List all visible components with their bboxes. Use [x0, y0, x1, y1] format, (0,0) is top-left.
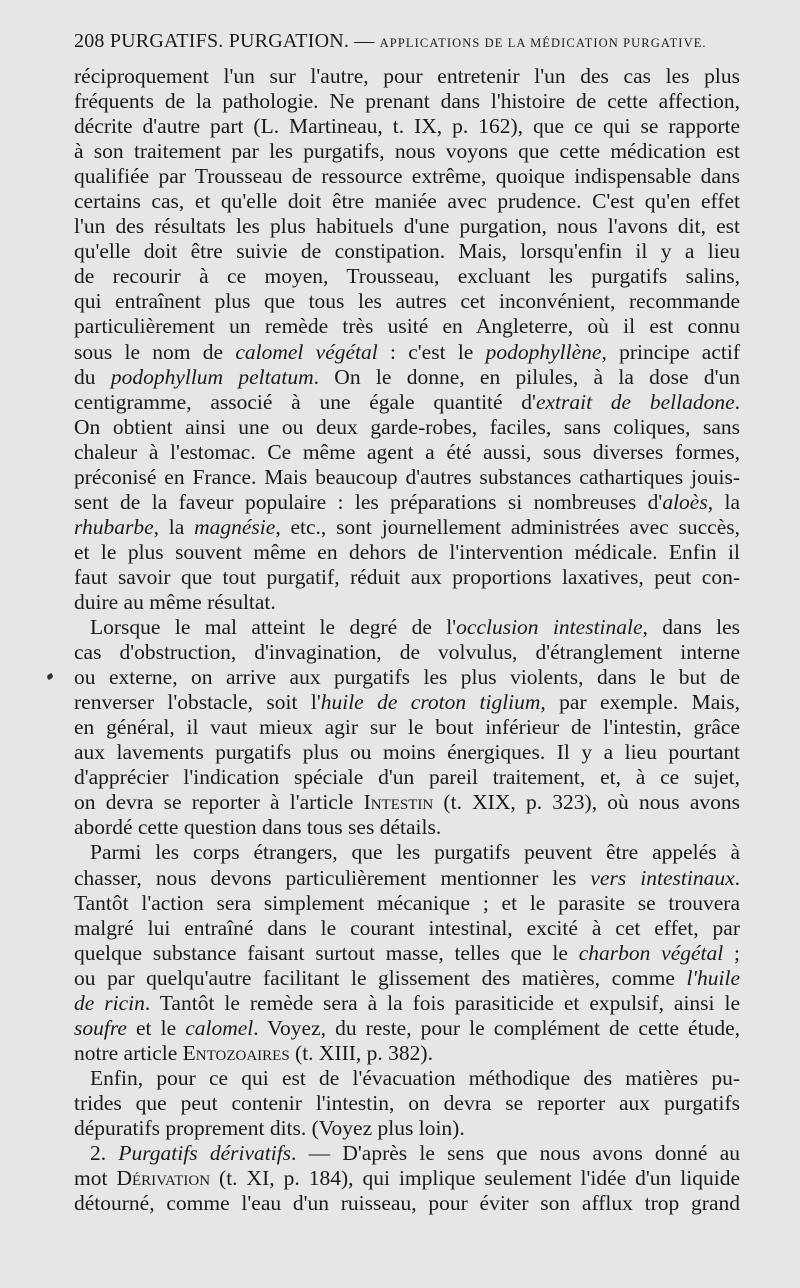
text-line — [74, 89, 740, 114]
ink-speck — [46, 673, 54, 680]
text-run: Tantôt l'action sera simplement mécanique ; et le parasite se trouvera — [74, 890, 740, 915]
text-run: malgré lui entraîné dans le courant intestinal, excité à cet effet, par — [74, 915, 740, 940]
text-run: qualifiée par Trousseau de ressource extrême, quoique indispensable dans — [74, 164, 740, 189]
text-run: faut savoir que tout purgatif, réduit aux proportions laxatives, peut con- — [74, 564, 740, 589]
text-line — [74, 289, 740, 314]
text-run: on devra se reporter à l'article — [74, 790, 364, 815]
text-line — [74, 1066, 740, 1091]
italic-term: l'huile — [686, 965, 740, 990]
italic-term: huile de croton tiglium — [320, 690, 541, 715]
text-line — [74, 314, 740, 339]
text-line — [74, 164, 740, 189]
text-line — [74, 815, 740, 840]
text-line — [74, 139, 740, 164]
italic-term: vers intestinaux — [590, 865, 735, 890]
text-line — [74, 866, 740, 891]
text-line — [74, 390, 740, 415]
italic-term: aloès — [662, 489, 708, 514]
text-run: quelque substance faisant surtout masse, telles que le — [74, 940, 579, 965]
text-line — [74, 1166, 740, 1191]
text-run: mot — [74, 1166, 117, 1191]
body-text — [74, 64, 740, 1216]
running-header — [74, 30, 764, 53]
text-line — [74, 966, 740, 991]
text-run: (t. XI, p. 184), qui implique seulement l'idée d'un liquide — [210, 1166, 741, 1191]
text-line — [74, 515, 740, 540]
header-title: PURGATIFS. PURGATION. — [109, 30, 350, 52]
text-run: . — D'après le sens que nous avons donné au — [291, 1141, 740, 1166]
text-line — [74, 1091, 740, 1116]
text-run: dépuratifs proprement dits. (Voyez plus loin). — [74, 1115, 465, 1140]
text-line — [74, 1191, 740, 1216]
text-run: On obtient ainsi une ou deux garde-robes, faciles, sans coliques, sans — [74, 414, 740, 439]
text-run: Lorsque le mal atteint le degré de l' — [90, 615, 457, 640]
text-run: (t. XIX, p. 323), où nous avons — [433, 790, 740, 815]
text-line — [74, 891, 740, 916]
text-run: ; — [723, 940, 740, 965]
text-run: . — [734, 389, 740, 414]
text-line — [74, 715, 740, 740]
text-line — [74, 615, 740, 640]
cross-reference: Dérivation — [116, 1166, 211, 1191]
text-run: , la — [153, 514, 195, 539]
text-run: sous le nom de — [74, 339, 236, 364]
italic-term: extrait de belladone — [535, 389, 735, 414]
text-line — [74, 690, 740, 715]
text-line — [74, 340, 740, 365]
text-line — [74, 941, 740, 966]
text-run: renverser l'obstacle, soit l' — [74, 690, 321, 715]
header-subtitle: APPLICATIONS DE LA MÉDICATION PURGATIVE. — [379, 36, 707, 50]
italic-term: calomel — [185, 1015, 254, 1040]
text-run: d'apprécier l'indication spéciale d'un pareil traitement, et, à ce sujet, — [74, 765, 740, 790]
text-run: (t. XIII, p. 382). — [289, 1040, 433, 1065]
italic-term: Purgatifs dérivatifs — [118, 1141, 292, 1166]
text-run: chasser, nous devons particulièrement mentionner les — [74, 865, 591, 890]
text-run: préconisé en France. Mais beaucoup d'autres substances cathartiques jouis- — [74, 464, 740, 489]
text-run: , par exemple. Mais, — [540, 690, 740, 715]
text-line — [74, 440, 740, 465]
text-run: qui entraînent plus que tous les autres cet inconvénient, recommande — [74, 289, 740, 314]
text-line — [74, 1116, 740, 1141]
text-run: chaleur à l'estomac. Ce même agent a été aussi, sous diverses formes, — [74, 439, 740, 464]
text-line — [74, 1041, 740, 1066]
text-run: détourné, comme l'eau d'un ruisseau, pour éviter son afflux trop grand — [74, 1191, 740, 1216]
text-run: 2. — [90, 1141, 119, 1166]
text-line — [74, 189, 740, 214]
page-number: 208 — [74, 30, 105, 52]
text-line — [74, 490, 740, 515]
text-run: particulièrement un remède très usité en Angleterre, où il est connu — [74, 314, 740, 339]
text-run: réciproquement l'un sur l'autre, pour entretenir l'un des cas les plus — [74, 64, 740, 88]
text-run: notre article — [74, 1040, 183, 1065]
text-line — [74, 840, 740, 865]
text-run: , dans les — [642, 615, 741, 640]
text-line — [74, 665, 740, 690]
text-run: certains cas, et qu'elle doit être maniée avec prudence. C'est qu'en effet — [74, 189, 740, 214]
text-line — [74, 590, 740, 615]
text-line — [74, 239, 740, 264]
italic-term: occlusion intestinale — [456, 615, 643, 640]
text-run: ou externe, on arrive aux purgatifs les plus violents, dans le but de — [74, 665, 740, 690]
text-line — [74, 790, 740, 815]
text-run: et le — [126, 1015, 186, 1040]
italic-term: de ricin — [74, 990, 145, 1015]
text-run: , la — [707, 489, 740, 514]
text-line — [74, 640, 740, 665]
text-line — [74, 740, 740, 765]
text-run: . — [734, 865, 740, 890]
text-run: duire au même résultat. — [74, 589, 276, 614]
header-dash: — — [354, 30, 375, 52]
text-run: et le plus souvent même en dehors de l'intervention médicale. Enfin il — [74, 539, 740, 564]
text-run: en général, il vaut mieux agir sur le bout inférieur de l'intestin, grâce — [74, 715, 740, 740]
italic-term: calomel végétal — [235, 339, 378, 364]
text-run: . On le donne, en pilules, à la dose d'un — [313, 364, 740, 389]
text-run: ou par quelqu'autre facilitant le glissement des matières, comme — [74, 965, 687, 990]
text-run: centigramme, associé à une égale quantité d' — [74, 389, 536, 414]
text-run: sent de la faveur populaire : les préparations si nombreuses d' — [74, 489, 663, 514]
italic-term: charbon végétal — [578, 940, 724, 965]
text-run: du — [74, 364, 111, 389]
text-run: l'un des résultats les plus habituels d'une purgation, nous l'avons dit, est — [74, 214, 740, 239]
text-run: . Voyez, du reste, pour le complément de cette étude, — [253, 1015, 740, 1040]
text-run: . Tantôt le remède sera à la fois parasiticide et expulsif, ainsi le — [144, 990, 740, 1015]
italic-term: podophyllène — [485, 339, 602, 364]
text-line — [74, 365, 740, 390]
italic-term: magnésie — [194, 514, 276, 539]
text-line — [74, 214, 740, 239]
text-line — [74, 991, 740, 1016]
text-run: qu'elle doit être suivie de constipation. Mais, lorsqu'enfin il y a lieu — [74, 239, 740, 264]
cross-reference: Intestin — [363, 790, 434, 815]
text-line — [74, 465, 740, 490]
text-run: de recourir à ce moyen, Trousseau, excluant les purgatifs salins, — [74, 264, 740, 289]
text-run: trides que peut contenir l'intestin, on devra se reporter aux purgatifs — [74, 1090, 740, 1115]
italic-term: soufre — [74, 1015, 127, 1040]
text-line — [74, 565, 740, 590]
text-line — [74, 1141, 740, 1166]
text-run: décrite d'autre part (L. Martineau, t. IX, p. 162), que ce qui se rapporte — [74, 114, 740, 139]
text-line — [74, 765, 740, 790]
italic-term: rhubarbe — [74, 514, 154, 539]
text-line — [74, 1016, 740, 1041]
text-run: abordé cette question dans tous ses détails. — [74, 815, 442, 840]
text-line — [74, 114, 740, 139]
text-run: Enfin, pour ce qui est de l'évacuation méthodique des matières pu- — [90, 1065, 740, 1090]
text-run: Parmi les corps étrangers, que les purgatifs peuvent être appelés à — [90, 840, 740, 865]
text-run: , etc., sont journellement administrées avec succès, — [275, 514, 740, 539]
text-run: à son traitement par les purgatifs, nous voyons que cette médication est — [74, 139, 740, 164]
text-line — [74, 415, 740, 440]
text-line — [74, 916, 740, 941]
text-run: : c'est le — [377, 339, 486, 364]
text-run: fréquents de la pathologie. Ne prenant dans l'histoire de cette affection, — [74, 89, 740, 114]
cross-reference: Entozoaires — [182, 1040, 290, 1065]
text-run: aux lavements purgatifs plus ou moins énergiques. Il y a lieu pourtant — [74, 740, 740, 765]
text-line — [74, 64, 740, 89]
text-line — [74, 540, 740, 565]
italic-term: podophyllum peltatum — [110, 364, 314, 389]
text-run: , principe actif — [601, 339, 740, 364]
text-line — [74, 264, 740, 289]
text-run: cas d'obstruction, d'invagination, de volvulus, d'étranglement interne — [74, 640, 740, 665]
